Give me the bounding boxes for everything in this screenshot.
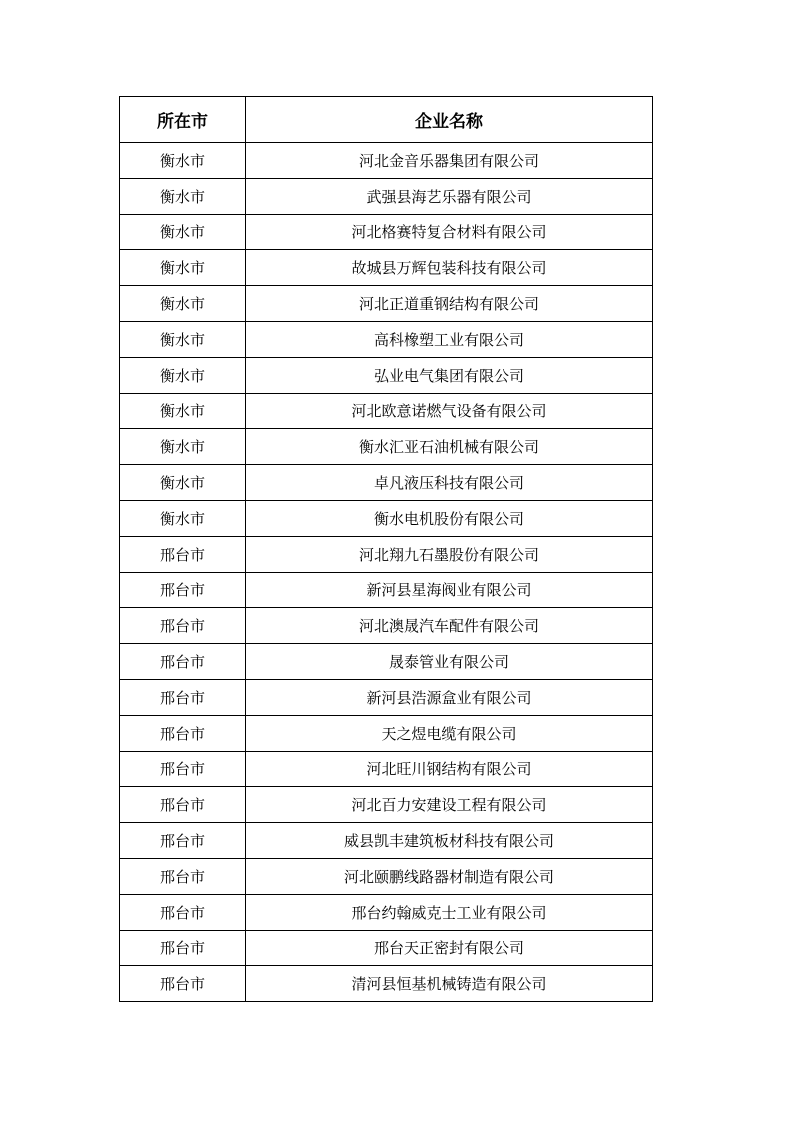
city-cell: 邢台市 <box>120 966 246 1002</box>
city-cell: 衡水市 <box>120 393 246 429</box>
company-name-cell: 武强县海艺乐器有限公司 <box>246 178 653 214</box>
city-cell: 邢台市 <box>120 751 246 787</box>
city-cell: 衡水市 <box>120 429 246 465</box>
company-name-cell: 威县凯丰建筑板材科技有限公司 <box>246 823 653 859</box>
company-name-cell: 河北金音乐器集团有限公司 <box>246 143 653 179</box>
table-row <box>120 823 653 859</box>
city-cell: 邢台市 <box>120 930 246 966</box>
table-row <box>120 321 653 357</box>
company-name-cell: 晟泰管业有限公司 <box>246 644 653 680</box>
table-row <box>120 178 653 214</box>
table-row <box>120 787 653 823</box>
table-row <box>120 393 653 429</box>
table-row <box>120 930 653 966</box>
table-row <box>120 465 653 501</box>
company-name-cell: 邢台约翰威克士工业有限公司 <box>246 894 653 930</box>
table-row <box>120 500 653 536</box>
table-row <box>120 286 653 322</box>
table-row <box>120 250 653 286</box>
city-cell: 衡水市 <box>120 250 246 286</box>
city-cell: 邢台市 <box>120 536 246 572</box>
company-name-cell: 河北百力安建设工程有限公司 <box>246 787 653 823</box>
company-name-cell: 新河县星海阀业有限公司 <box>246 572 653 608</box>
company-name-cell: 河北欧意诺燃气设备有限公司 <box>246 393 653 429</box>
city-cell: 邢台市 <box>120 679 246 715</box>
company-name-cell: 衡水汇亚石油机械有限公司 <box>246 429 653 465</box>
city-cell: 邢台市 <box>120 894 246 930</box>
city-cell: 邢台市 <box>120 644 246 680</box>
city-cell: 衡水市 <box>120 178 246 214</box>
table-row <box>120 608 653 644</box>
company-name-cell: 新河县浩源盒业有限公司 <box>246 679 653 715</box>
company-name-cell: 弘业电气集团有限公司 <box>246 357 653 393</box>
header-city: 所在市 <box>120 97 246 143</box>
city-cell: 邢台市 <box>120 858 246 894</box>
table-row <box>120 858 653 894</box>
table-row <box>120 715 653 751</box>
table-row <box>120 644 653 680</box>
company-name-cell: 河北颐鹏线路器材制造有限公司 <box>246 858 653 894</box>
table-row <box>120 429 653 465</box>
city-cell: 衡水市 <box>120 465 246 501</box>
company-name-cell: 高科橡塑工业有限公司 <box>246 321 653 357</box>
company-table <box>119 96 653 1002</box>
company-name-cell: 河北旺川钢结构有限公司 <box>246 751 653 787</box>
table-header-row <box>120 97 653 143</box>
table-row <box>120 894 653 930</box>
table-row <box>120 751 653 787</box>
city-cell: 衡水市 <box>120 214 246 250</box>
city-cell: 衡水市 <box>120 500 246 536</box>
company-name-cell: 河北澳晟汽车配件有限公司 <box>246 608 653 644</box>
company-name-cell: 邢台天正密封有限公司 <box>246 930 653 966</box>
city-cell: 邢台市 <box>120 787 246 823</box>
company-name-cell: 故城县万辉包装科技有限公司 <box>246 250 653 286</box>
city-cell: 衡水市 <box>120 321 246 357</box>
table-row <box>120 536 653 572</box>
header-company-name: 企业名称 <box>246 97 653 143</box>
table-row <box>120 679 653 715</box>
city-cell: 衡水市 <box>120 143 246 179</box>
company-name-cell: 河北翔九石墨股份有限公司 <box>246 536 653 572</box>
city-cell: 衡水市 <box>120 286 246 322</box>
company-name-cell: 衡水电机股份有限公司 <box>246 500 653 536</box>
city-cell: 邢台市 <box>120 572 246 608</box>
company-name-cell: 河北格赛特复合材料有限公司 <box>246 214 653 250</box>
table-row <box>120 966 653 1002</box>
company-name-cell: 河北正道重钢结构有限公司 <box>246 286 653 322</box>
company-name-cell: 清河县恒基机械铸造有限公司 <box>246 966 653 1002</box>
company-name-cell: 天之煜电缆有限公司 <box>246 715 653 751</box>
table-row <box>120 143 653 179</box>
table-row <box>120 572 653 608</box>
table-row <box>120 357 653 393</box>
company-name-cell: 卓凡液压科技有限公司 <box>246 465 653 501</box>
city-cell: 邢台市 <box>120 608 246 644</box>
city-cell: 邢台市 <box>120 715 246 751</box>
city-cell: 邢台市 <box>120 823 246 859</box>
table-row <box>120 214 653 250</box>
city-cell: 衡水市 <box>120 357 246 393</box>
